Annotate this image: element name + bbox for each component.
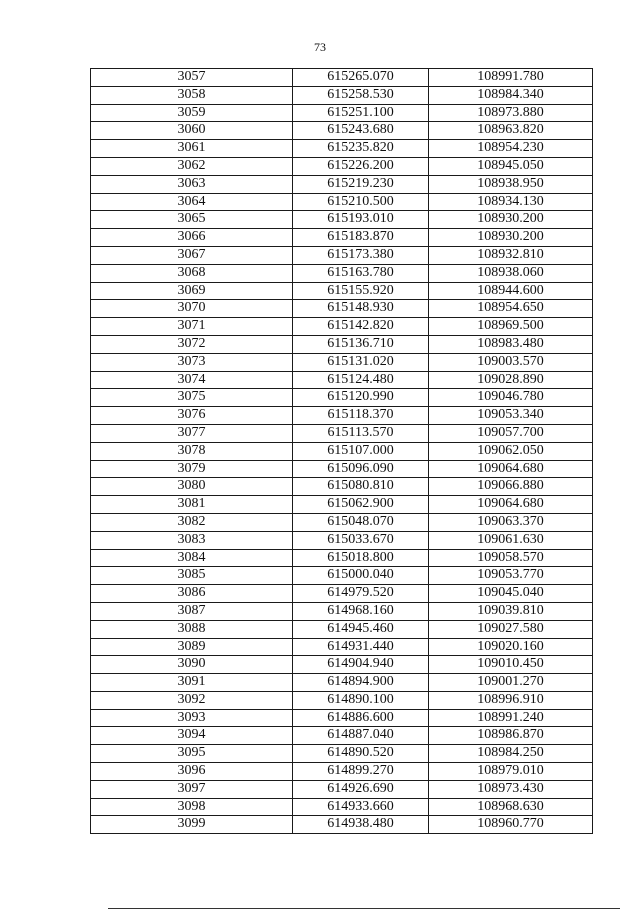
y-coordinate-cell: 108996.910 — [429, 691, 593, 709]
y-coordinate-cell: 108991.780 — [429, 69, 593, 87]
table-row — [91, 424, 593, 442]
page-bottom-edge — [108, 908, 620, 909]
page-number: 73 — [314, 40, 326, 54]
x-coordinate-cell: 615210.500 — [293, 193, 429, 211]
x-coordinate-cell: 614979.520 — [293, 585, 429, 603]
x-coordinate-cell: 615131.020 — [293, 353, 429, 371]
table-row — [91, 246, 593, 264]
point-id-cell: 3095 — [91, 745, 293, 763]
x-coordinate-cell: 615193.010 — [293, 211, 429, 229]
x-coordinate-cell: 615142.820 — [293, 318, 429, 336]
x-coordinate-cell: 615062.900 — [293, 496, 429, 514]
table-row — [91, 638, 593, 656]
table-row — [91, 442, 593, 460]
y-coordinate-cell: 109058.570 — [429, 549, 593, 567]
x-coordinate-cell: 615219.230 — [293, 175, 429, 193]
x-coordinate-cell: 615113.570 — [293, 424, 429, 442]
point-id-cell: 3084 — [91, 549, 293, 567]
point-id-cell: 3077 — [91, 424, 293, 442]
x-coordinate-cell: 615173.380 — [293, 246, 429, 264]
table-row — [91, 727, 593, 745]
x-coordinate-cell: 615148.930 — [293, 300, 429, 318]
x-coordinate-cell: 615183.870 — [293, 229, 429, 247]
table-row — [91, 745, 593, 763]
point-id-cell: 3080 — [91, 478, 293, 496]
table-row — [91, 264, 593, 282]
y-coordinate-cell: 109027.580 — [429, 620, 593, 638]
y-coordinate-cell: 108930.200 — [429, 229, 593, 247]
table-row — [91, 567, 593, 585]
table-row — [91, 460, 593, 478]
y-coordinate-cell: 109064.680 — [429, 496, 593, 514]
table-row — [91, 86, 593, 104]
y-coordinate-cell: 108934.130 — [429, 193, 593, 211]
y-coordinate-cell: 108983.480 — [429, 335, 593, 353]
table-row — [91, 531, 593, 549]
table-row — [91, 300, 593, 318]
x-coordinate-cell: 614945.460 — [293, 620, 429, 638]
table-row — [91, 193, 593, 211]
x-coordinate-cell: 615265.070 — [293, 69, 429, 87]
y-coordinate-cell: 108984.250 — [429, 745, 593, 763]
table-row — [91, 122, 593, 140]
point-id-cell: 3085 — [91, 567, 293, 585]
y-coordinate-cell: 109062.050 — [429, 442, 593, 460]
table-row — [91, 656, 593, 674]
point-id-cell: 3093 — [91, 709, 293, 727]
point-id-cell: 3099 — [91, 816, 293, 834]
point-id-cell: 3069 — [91, 282, 293, 300]
point-id-cell: 3064 — [91, 193, 293, 211]
y-coordinate-cell: 109020.160 — [429, 638, 593, 656]
y-coordinate-cell: 108973.430 — [429, 780, 593, 798]
x-coordinate-cell: 614904.940 — [293, 656, 429, 674]
y-coordinate-cell: 109053.770 — [429, 567, 593, 585]
point-id-cell: 3096 — [91, 763, 293, 781]
point-id-cell: 3094 — [91, 727, 293, 745]
y-coordinate-cell: 109057.700 — [429, 424, 593, 442]
y-coordinate-cell: 108979.010 — [429, 763, 593, 781]
x-coordinate-cell: 614968.160 — [293, 602, 429, 620]
x-coordinate-cell: 615096.090 — [293, 460, 429, 478]
y-coordinate-cell: 109010.450 — [429, 656, 593, 674]
y-coordinate-cell: 109045.040 — [429, 585, 593, 603]
y-coordinate-cell: 108960.770 — [429, 816, 593, 834]
x-coordinate-cell: 615033.670 — [293, 531, 429, 549]
table-row — [91, 407, 593, 425]
table-row — [91, 175, 593, 193]
y-coordinate-cell: 108938.950 — [429, 175, 593, 193]
table-row — [91, 389, 593, 407]
y-coordinate-cell: 108938.060 — [429, 264, 593, 282]
y-coordinate-cell: 108932.810 — [429, 246, 593, 264]
point-id-cell: 3062 — [91, 157, 293, 175]
y-coordinate-cell: 109066.880 — [429, 478, 593, 496]
y-coordinate-cell: 109039.810 — [429, 602, 593, 620]
table-row — [91, 602, 593, 620]
y-coordinate-cell: 108968.630 — [429, 798, 593, 816]
y-coordinate-cell: 108954.650 — [429, 300, 593, 318]
table-row — [91, 318, 593, 336]
y-coordinate-cell: 108986.870 — [429, 727, 593, 745]
x-coordinate-cell: 615118.370 — [293, 407, 429, 425]
y-coordinate-cell: 108969.500 — [429, 318, 593, 336]
y-coordinate-cell: 109046.780 — [429, 389, 593, 407]
point-id-cell: 3078 — [91, 442, 293, 460]
table-row — [91, 353, 593, 371]
y-coordinate-cell: 108930.200 — [429, 211, 593, 229]
x-coordinate-cell: 614886.600 — [293, 709, 429, 727]
table-row — [91, 335, 593, 353]
x-coordinate-cell: 615124.480 — [293, 371, 429, 389]
point-id-cell: 3057 — [91, 69, 293, 87]
x-coordinate-cell: 615136.710 — [293, 335, 429, 353]
point-id-cell: 3061 — [91, 140, 293, 158]
point-id-cell: 3098 — [91, 798, 293, 816]
point-id-cell: 3089 — [91, 638, 293, 656]
point-id-cell: 3090 — [91, 656, 293, 674]
table-row — [91, 691, 593, 709]
point-id-cell: 3087 — [91, 602, 293, 620]
table-row — [91, 371, 593, 389]
x-coordinate-cell: 615235.820 — [293, 140, 429, 158]
x-coordinate-cell: 615155.920 — [293, 282, 429, 300]
table-row — [91, 816, 593, 834]
table-row — [91, 229, 593, 247]
x-coordinate-cell: 614894.900 — [293, 674, 429, 692]
point-id-cell: 3063 — [91, 175, 293, 193]
table-row — [91, 549, 593, 567]
point-id-cell: 3067 — [91, 246, 293, 264]
table-row — [91, 282, 593, 300]
x-coordinate-cell: 615018.800 — [293, 549, 429, 567]
x-coordinate-cell: 614931.440 — [293, 638, 429, 656]
y-coordinate-cell: 108963.820 — [429, 122, 593, 140]
y-coordinate-cell: 109063.370 — [429, 513, 593, 531]
x-coordinate-cell: 615000.040 — [293, 567, 429, 585]
y-coordinate-cell: 109001.270 — [429, 674, 593, 692]
table-row — [91, 104, 593, 122]
y-coordinate-cell: 108984.340 — [429, 86, 593, 104]
table-row — [91, 69, 593, 87]
y-coordinate-cell: 108973.880 — [429, 104, 593, 122]
x-coordinate-cell: 614938.480 — [293, 816, 429, 834]
point-id-cell: 3071 — [91, 318, 293, 336]
y-coordinate-cell: 108954.230 — [429, 140, 593, 158]
point-id-cell: 3060 — [91, 122, 293, 140]
y-coordinate-cell: 109053.340 — [429, 407, 593, 425]
point-id-cell: 3070 — [91, 300, 293, 318]
point-id-cell: 3079 — [91, 460, 293, 478]
point-id-cell: 3068 — [91, 264, 293, 282]
x-coordinate-cell: 614933.660 — [293, 798, 429, 816]
point-id-cell: 3075 — [91, 389, 293, 407]
table-row — [91, 513, 593, 531]
table-row — [91, 620, 593, 638]
x-coordinate-cell: 615080.810 — [293, 478, 429, 496]
table-row — [91, 709, 593, 727]
point-id-cell: 3066 — [91, 229, 293, 247]
table-row — [91, 763, 593, 781]
x-coordinate-cell: 614899.270 — [293, 763, 429, 781]
x-coordinate-cell: 614890.100 — [293, 691, 429, 709]
point-id-cell: 3097 — [91, 780, 293, 798]
x-coordinate-cell: 615226.200 — [293, 157, 429, 175]
point-id-cell: 3091 — [91, 674, 293, 692]
table-row — [91, 496, 593, 514]
point-id-cell: 3081 — [91, 496, 293, 514]
x-coordinate-cell: 615048.070 — [293, 513, 429, 531]
y-coordinate-cell: 108945.050 — [429, 157, 593, 175]
coordinates-table-body — [91, 69, 593, 834]
y-coordinate-cell: 109061.630 — [429, 531, 593, 549]
point-id-cell: 3092 — [91, 691, 293, 709]
table-row — [91, 674, 593, 692]
point-id-cell: 3058 — [91, 86, 293, 104]
x-coordinate-cell: 614926.690 — [293, 780, 429, 798]
coordinates-table — [90, 68, 593, 834]
table-row — [91, 211, 593, 229]
table-row — [91, 798, 593, 816]
point-id-cell: 3082 — [91, 513, 293, 531]
table-row — [91, 140, 593, 158]
point-id-cell: 3073 — [91, 353, 293, 371]
x-coordinate-cell: 615251.100 — [293, 104, 429, 122]
point-id-cell: 3088 — [91, 620, 293, 638]
x-coordinate-cell: 615163.780 — [293, 264, 429, 282]
point-id-cell: 3065 — [91, 211, 293, 229]
point-id-cell: 3059 — [91, 104, 293, 122]
table-row — [91, 585, 593, 603]
x-coordinate-cell: 615243.680 — [293, 122, 429, 140]
y-coordinate-cell: 109003.570 — [429, 353, 593, 371]
table-row — [91, 478, 593, 496]
y-coordinate-cell: 108991.240 — [429, 709, 593, 727]
x-coordinate-cell: 614887.040 — [293, 727, 429, 745]
point-id-cell: 3072 — [91, 335, 293, 353]
x-coordinate-cell: 615120.990 — [293, 389, 429, 407]
x-coordinate-cell: 615258.530 — [293, 86, 429, 104]
point-id-cell: 3074 — [91, 371, 293, 389]
point-id-cell: 3086 — [91, 585, 293, 603]
y-coordinate-cell: 109028.890 — [429, 371, 593, 389]
point-id-cell: 3083 — [91, 531, 293, 549]
x-coordinate-cell: 615107.000 — [293, 442, 429, 460]
table-row — [91, 780, 593, 798]
y-coordinate-cell: 108944.600 — [429, 282, 593, 300]
y-coordinate-cell: 109064.680 — [429, 460, 593, 478]
table-row — [91, 157, 593, 175]
point-id-cell: 3076 — [91, 407, 293, 425]
x-coordinate-cell: 614890.520 — [293, 745, 429, 763]
